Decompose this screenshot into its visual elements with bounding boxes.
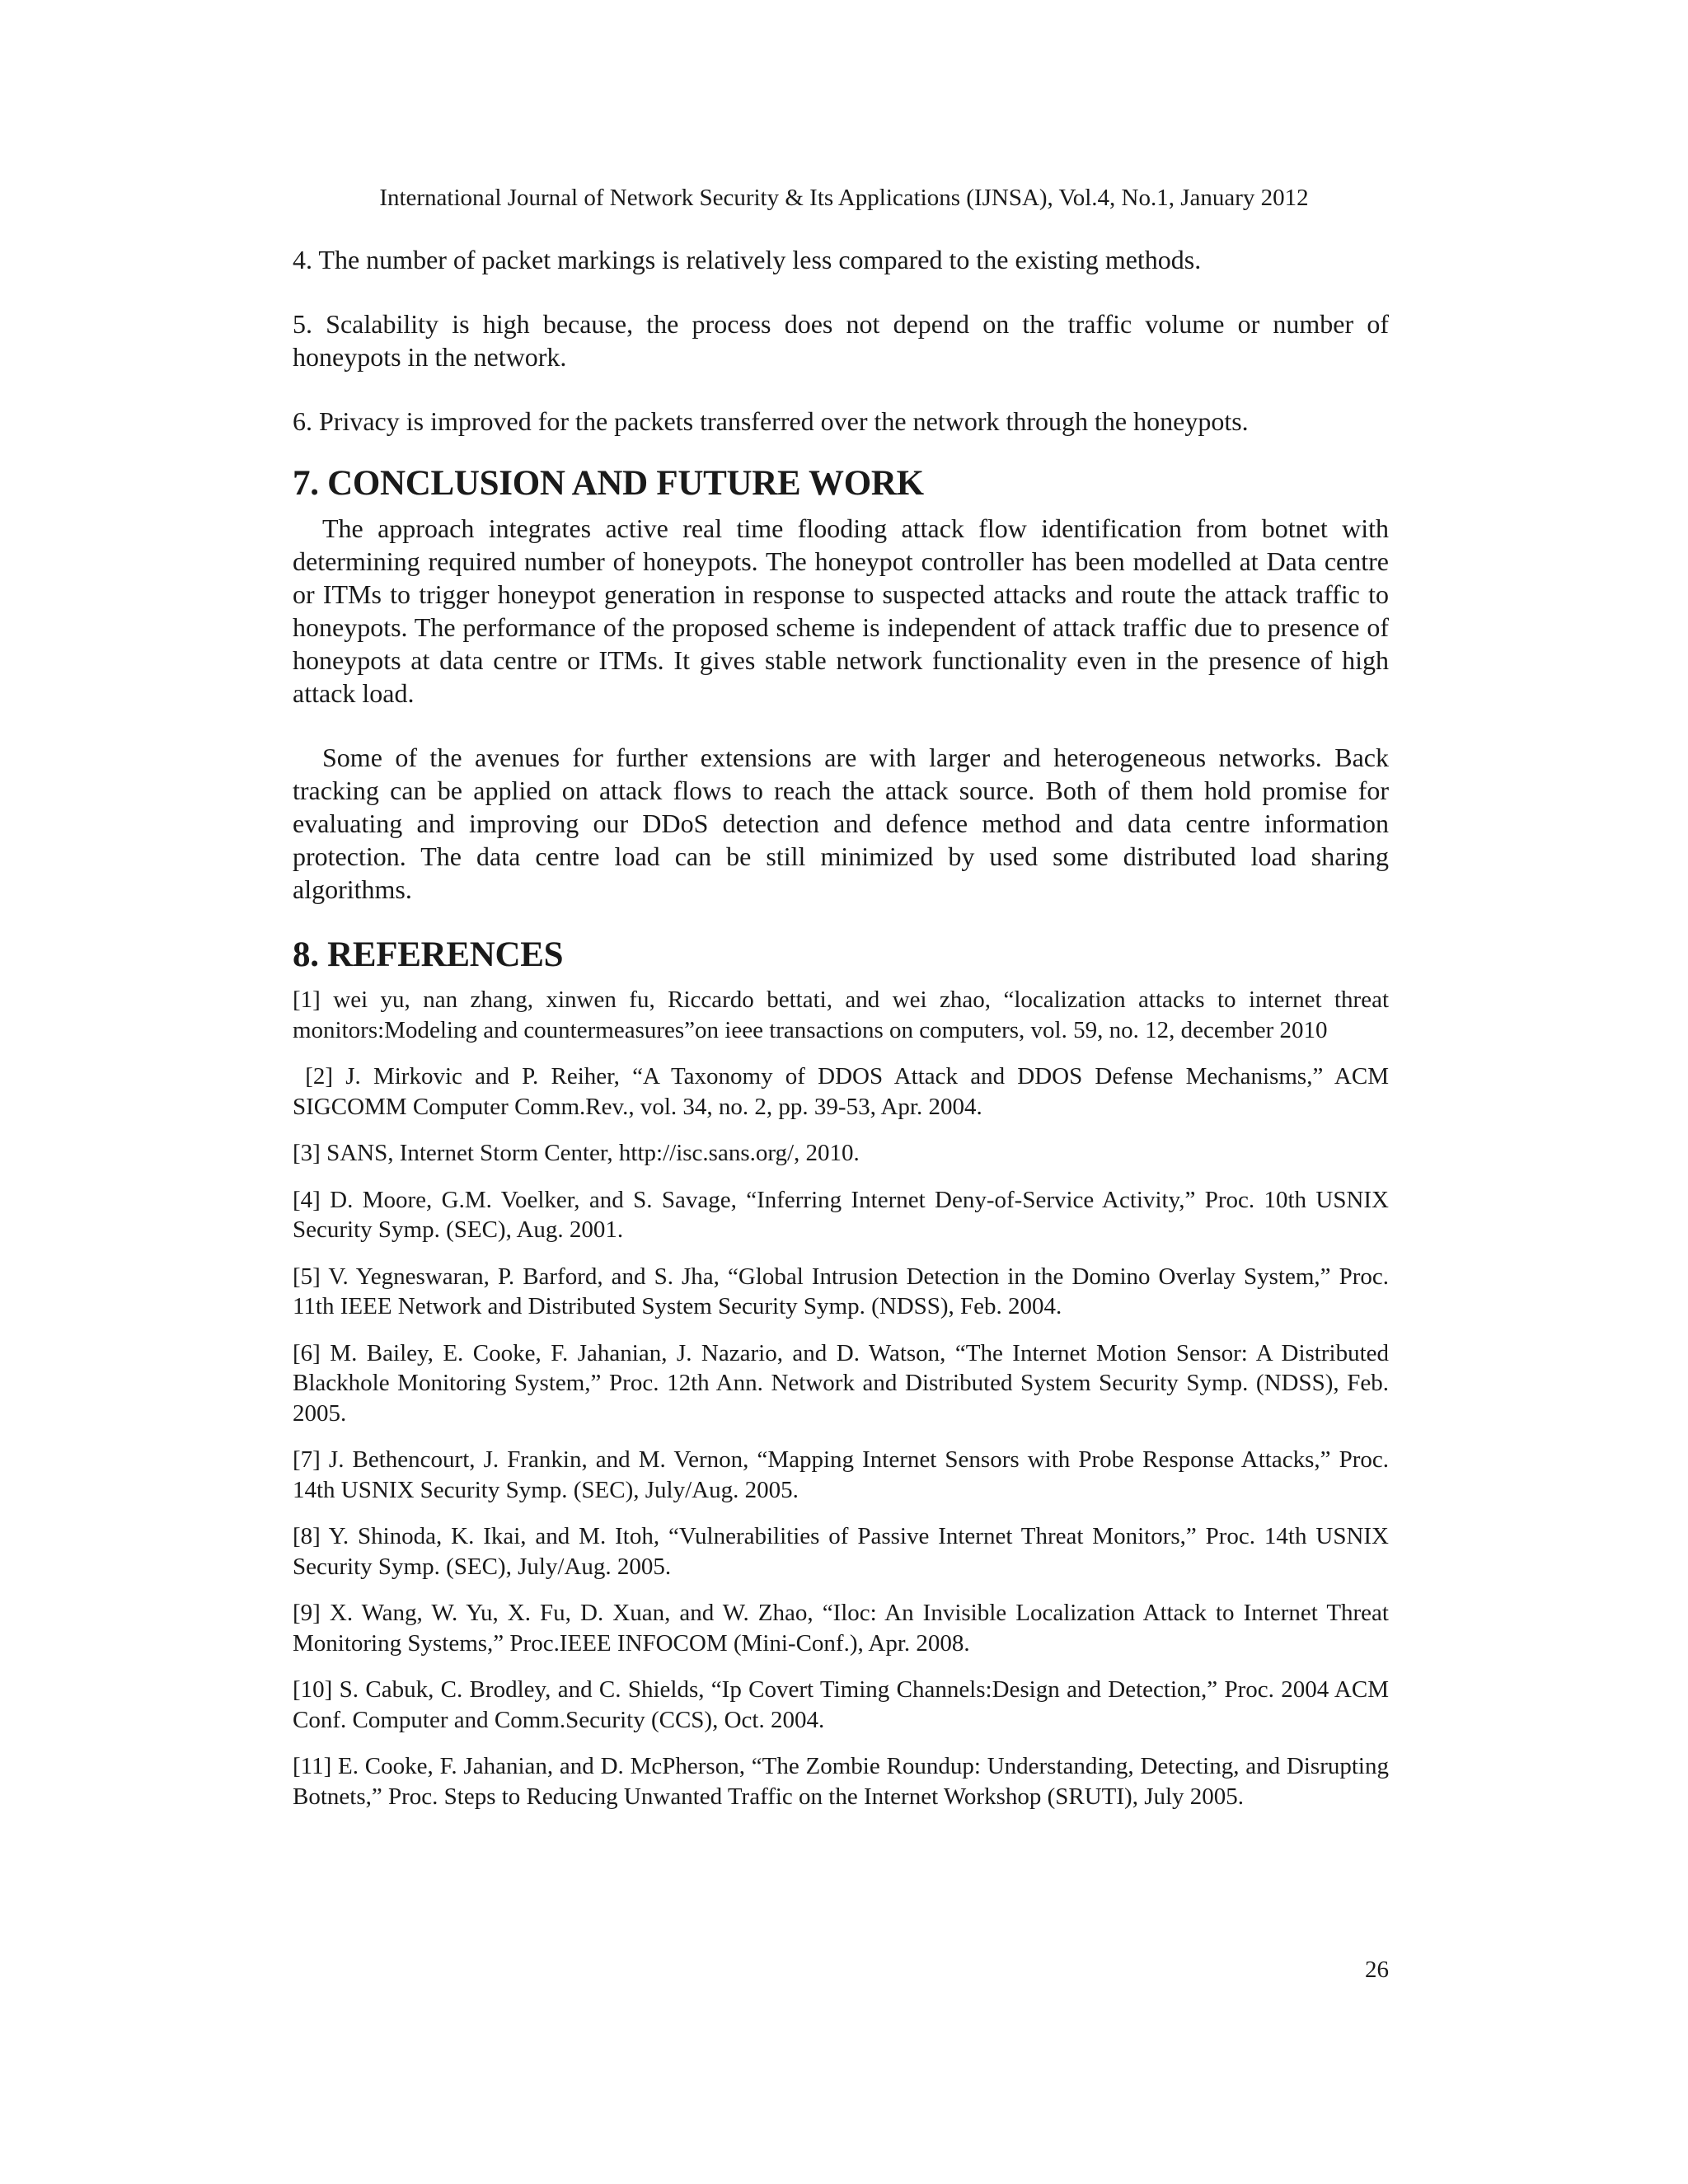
conclusion-paragraph: Some of the avenues for further extensions are with larger and heterogeneous networks. Back tracking can be applied on attack flows to reach the attack source. Both of them hold promise for evaluating and improving our DDoS detection and defence method and data centre information protection. The data centre load can be still minimized by used some distributed load sharing algorithms. xyxy=(293,743,1389,904)
reference-item: [2] J. Mirkovic and P. Reiher, “A Taxonomy of DDOS Attack and DDOS Defense Mechanisms,” ACM SIGCOMM Computer Comm.Rev., vol. 34, no. 2, pp. 39-53, Apr. 2004. xyxy=(293,1063,1395,1120)
section-heading-references: 8. REFERENCES xyxy=(293,935,564,974)
page-number: 26 xyxy=(1365,1957,1389,1983)
reference-item: [4] D. Moore, G.M. Voelker, and S. Savage, “Inferring Internet Deny-of-Service Activity,” Proc. 10th USNIX Security Symp. (SEC), Aug. 2001. xyxy=(293,1186,1389,1243)
conclusion-paragraph: The approach integrates active real time flooding attack flow identification from botnet with determining required number of honeypots. The honeypot controller has been modelled at Data centre or ITMs to trigger honeypot generation in response to suspected attacks and route the attack traffic to honeypots. The performance of the proposed scheme is independent of attack traffic due to presence of honeypots at data centre or ITMs. It gives stable network functionality even in the presence of high attack load. xyxy=(293,513,1389,708)
reference-item: [8] Y. Shinoda, K. Ikai, and M. Itoh, “Vulnerabilities of Passive Internet Threat Monitors,” Proc. 14th USNIX Security Symp. (SEC), July/Aug. 2005. xyxy=(293,1523,1389,1580)
reference-item: [9] X. Wang, W. Yu, X. Fu, D. Xuan, and W. Zhao, “Iloc: An Invisible Localization Attack to Internet Threat Monitoring Systems,” Proc.IEEE INFOCOM (Mini-Conf.), Apr. 2008. xyxy=(293,1600,1389,1657)
reference-item: [7] J. Bethencourt, J. Frankin, and M. Vernon, “Mapping Internet Sensors with Probe Response Attacks,” Proc. 14th USNIX Security Symp. (SEC), July/Aug. 2005. xyxy=(293,1446,1389,1503)
running-header: International Journal of Network Security & Its Applications (IJNSA), Vol.4, No.1, January 2012 xyxy=(379,185,1309,211)
reference-item: [10] S. Cabuk, C. Brodley, and C. Shields, “Ip Covert Timing Channels:Design and Detection,” Proc. 2004 ACM Conf. Computer and Comm.Security (CCS), Oct. 2004. xyxy=(293,1676,1389,1733)
reference-item: [3] SANS, Internet Storm Center, http://isc.sans.org/, 2010. xyxy=(293,1140,860,1166)
page-body xyxy=(293,243,1395,1811)
section-heading-conclusion: 7. CONCLUSION AND FUTURE WORK xyxy=(293,464,924,503)
reference-item: [5] V. Yegneswaran, P. Barford, and S. Jha, “Global Intrusion Detection in the Domino Overlay System,” Proc. 11th IEEE Network and Distributed System Security Symp. (NDSS), Feb. 2004. xyxy=(293,1263,1389,1319)
list-item: 5. Scalability is high because, the process does not depend on the traffic volume or number of honeypots in the network. xyxy=(293,309,1389,372)
reference-list xyxy=(293,985,1395,1811)
reference-item: [11] E. Cooke, F. Jahanian, and D. McPherson, “The Zombie Roundup: Understanding, Detecting, and Disrupting Botnets,” Proc. Steps to Reducing Unwanted Traffic on the Internet Workshop (SRUTI), July 2005. xyxy=(293,1753,1389,1810)
reference-item: [6] M. Bailey, E. Cooke, F. Jahanian, J. Nazario, and D. Watson, “The Internet Motion Sensor: A Distributed Blackhole Monitoring System,” Proc. 12th Ann. Network and Distributed System Security Symp. (NDSS), Feb. 2005. xyxy=(293,1339,1389,1427)
list-item: 4. The number of packet markings is relatively less compared to the existing methods. xyxy=(293,245,1202,274)
list-item: 6. Privacy is improved for the packets transferred over the network through the honeypots. xyxy=(293,406,1249,436)
reference-item: [1] wei yu, nan zhang, xinwen fu, Riccardo bettati, and wei zhao, “localization attacks to internet threat monitors:Modeling and countermeasures”on ieee transactions on computers, vol. 59, no. 12, december 2010 xyxy=(293,987,1389,1043)
